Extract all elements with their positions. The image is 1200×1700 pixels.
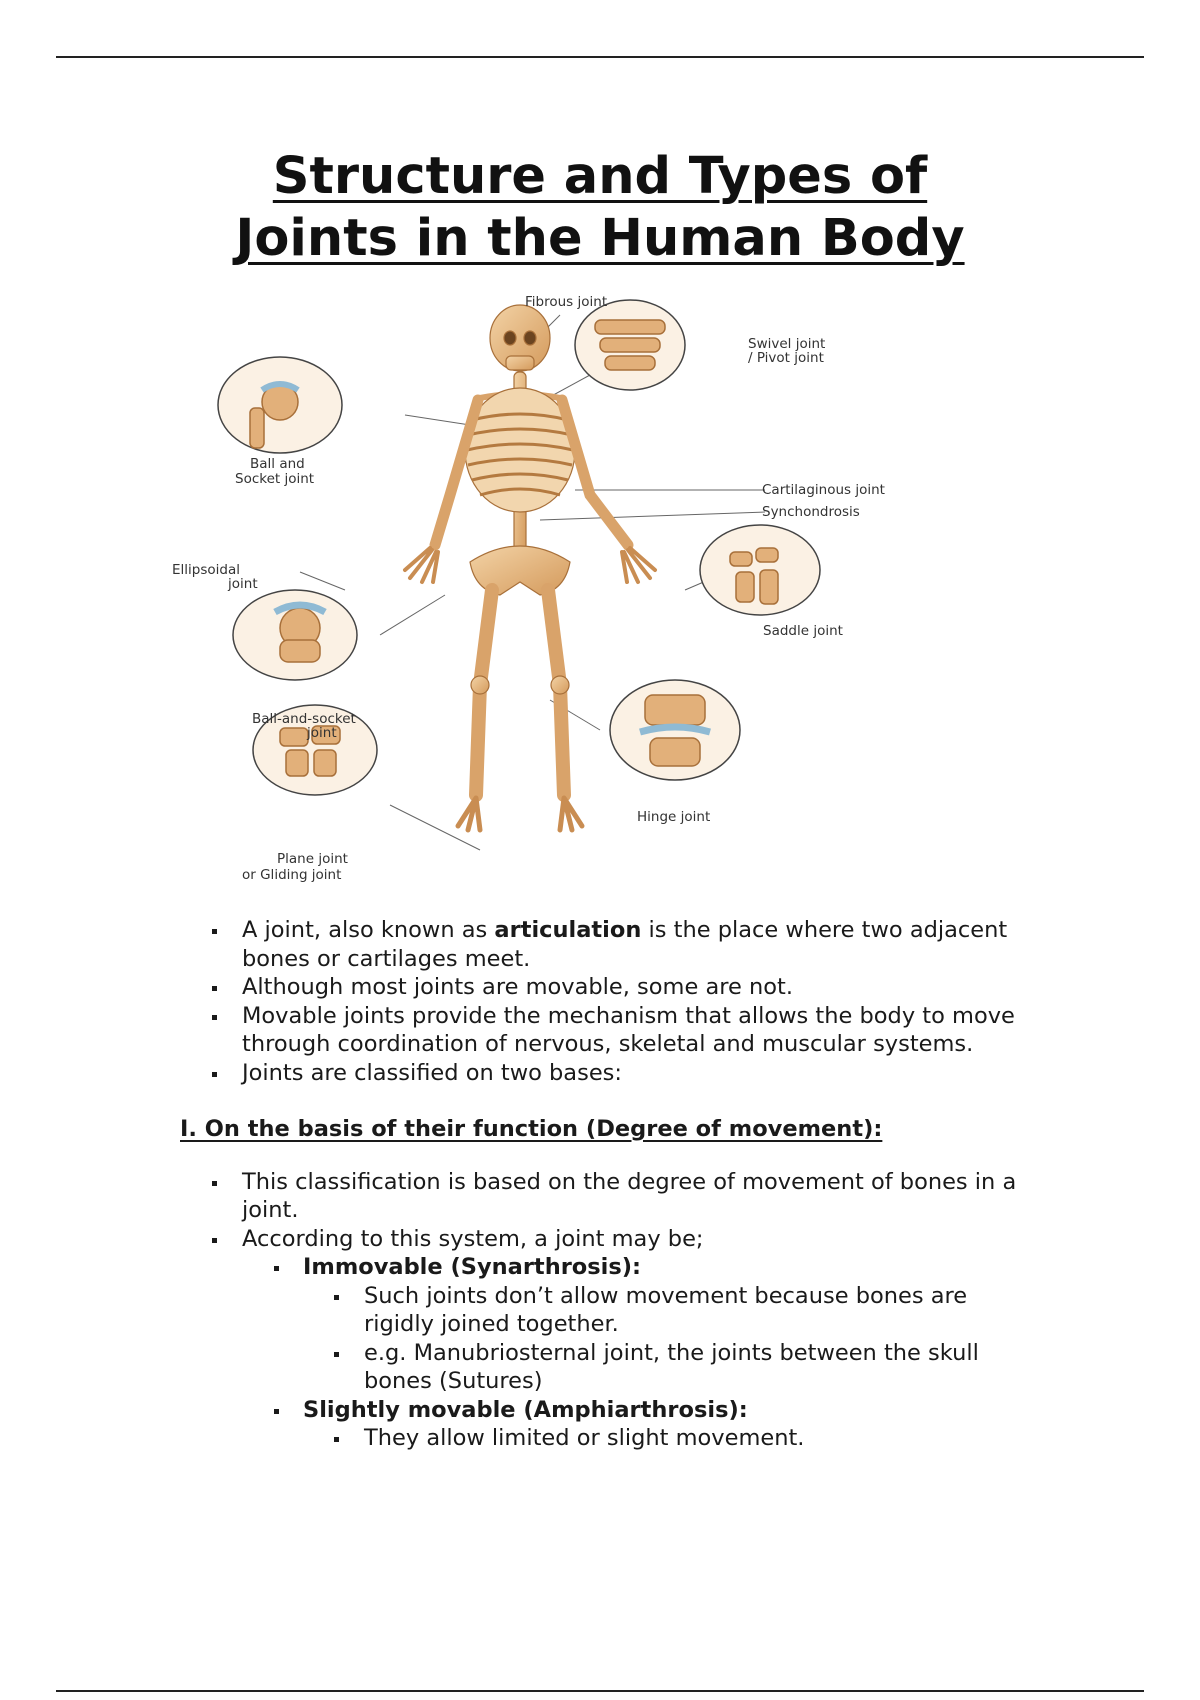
function-list bbox=[180, 1168, 1040, 1254]
page-title bbox=[0, 146, 1200, 270]
intro-b1-pre: A joint, also known as bbox=[242, 917, 495, 943]
immovable-details-list bbox=[180, 1282, 1040, 1396]
label-cartilaginous-joint: Cartilaginous joint bbox=[762, 482, 885, 498]
intro-list bbox=[180, 916, 1040, 1087]
skeleton-joints-figure bbox=[172, 290, 1030, 890]
skeleton-illustration bbox=[172, 290, 1030, 890]
joint-types-list bbox=[180, 1253, 1040, 1282]
slightly-movable-details-list bbox=[180, 1424, 1040, 1453]
list-item: This classification is based on the degree of movement of bones in a joint. bbox=[180, 1168, 1040, 1225]
title-line-1: Structure and Types of bbox=[272, 147, 928, 206]
label-saddle-joint: Saddle joint bbox=[763, 623, 843, 639]
list-item: According to this system, a joint may be; bbox=[180, 1225, 1040, 1254]
list-item: Joints are classified on two bases: bbox=[180, 1059, 1040, 1088]
label-hinge-joint: Hinge joint bbox=[637, 809, 711, 825]
label-ball-and-socket-hip-1: Ball-and-socket bbox=[252, 711, 356, 727]
section-heading-function: I. On the basis of their function (Degree of movement): bbox=[180, 1116, 883, 1142]
label-ball-and-socket-hip-2: joint bbox=[307, 725, 337, 741]
document-body bbox=[180, 916, 1040, 1453]
label-ellipsoidal-joint-1: Ellipsoidal bbox=[172, 562, 240, 578]
list-item: They allow limited or slight movement. bbox=[180, 1424, 1040, 1453]
label-plane-joint: Plane joint bbox=[277, 851, 348, 867]
list-item: Movable joints provide the mechanism that allows the body to move through coordination of nervous, skeletal and muscular systems. bbox=[180, 1002, 1040, 1059]
list-item: e.g. Manubriosternal joint, the joints between the skull bones (Sutures) bbox=[180, 1339, 1040, 1396]
label-swivel-joint: Swivel joint bbox=[748, 336, 826, 352]
bottom-rule bbox=[56, 1690, 1144, 1692]
list-item bbox=[180, 916, 1040, 973]
joint-types-list-2 bbox=[180, 1396, 1040, 1425]
top-rule bbox=[56, 56, 1144, 58]
label-pivot-joint: / Pivot joint bbox=[748, 350, 824, 366]
list-item: Although most joints are movable, some are not. bbox=[180, 973, 1040, 1002]
label-ball-and-socket-top-2: Socket joint bbox=[235, 471, 315, 487]
list-item: Such joints don’t allow movement because bones are rigidly joined together. bbox=[180, 1282, 1040, 1339]
label-ball-and-socket-top-1: Ball and bbox=[250, 456, 305, 472]
label-fibrous-joint: Fibrous joint bbox=[525, 294, 608, 310]
list-item-slightly-movable: Slightly movable (Amphiarthrosis): bbox=[180, 1396, 1040, 1425]
label-synchondrosis: Synchondrosis bbox=[762, 504, 860, 520]
title-line-2: Joints in the Human Body bbox=[235, 209, 965, 268]
label-gliding-joint: or Gliding joint bbox=[242, 867, 342, 883]
list-item-immovable: Immovable (Synarthrosis): bbox=[180, 1253, 1040, 1282]
term-articulation: articulation bbox=[494, 917, 642, 943]
intro-b1-post: is the place where two adjacent bones or cartilages meet. bbox=[242, 917, 1008, 972]
label-ellipsoidal-joint-2: joint bbox=[228, 576, 258, 592]
